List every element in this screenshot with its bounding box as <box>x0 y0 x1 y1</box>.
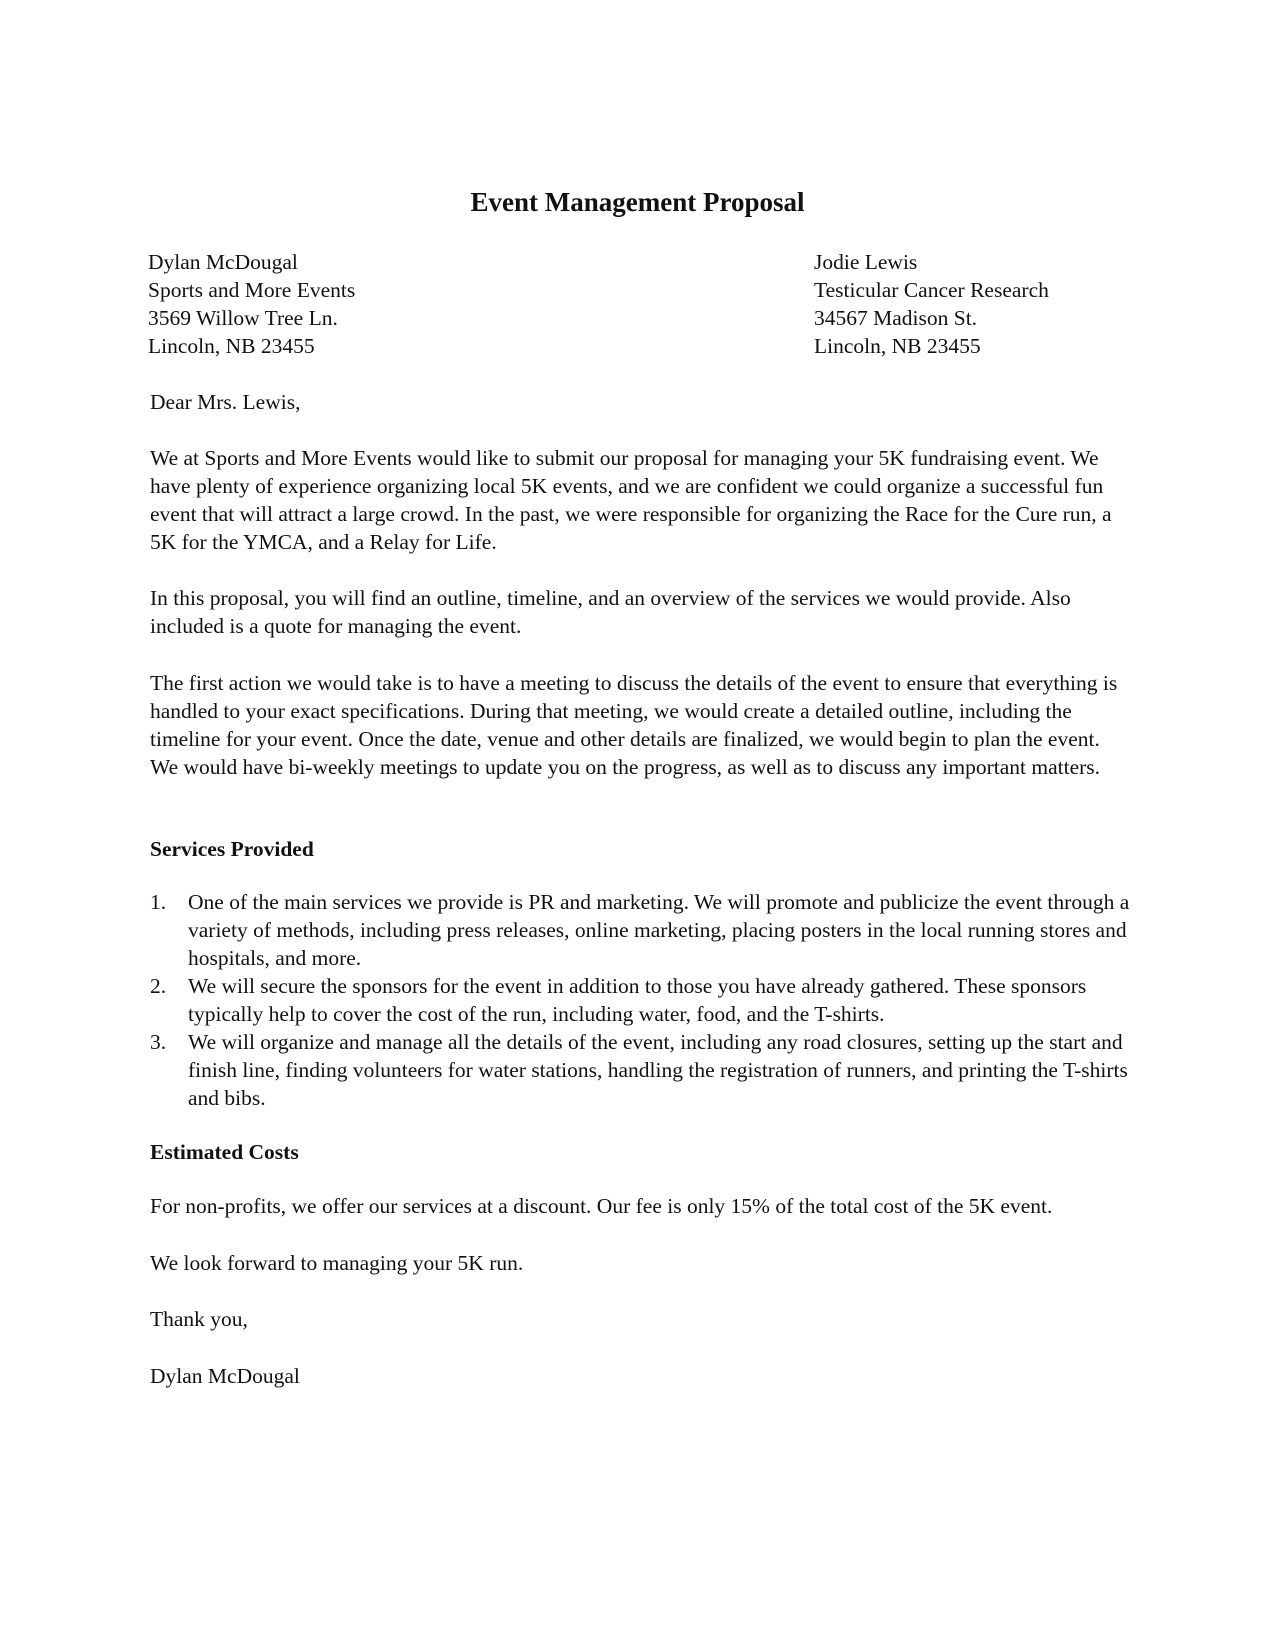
sender-name: Dylan McDougal <box>148 250 298 274</box>
intro-paragraph: We at Sports and More Events would like to submit our proposal for managing your 5K fundraising event. We have plenty of experience organizing local 5K events, and we are confident we could organize a successful fun event that will attract a large crowd. In the past, we were responsible for organizing the Race for the Cure run, a 5K for the YMCA, and a Relay for Life. <box>150 446 1112 554</box>
greeting: Dear Mrs. Lewis, <box>150 390 301 414</box>
services-heading: Services Provided <box>150 837 314 861</box>
recipient-street: 34567 Madison St. <box>814 306 978 330</box>
services-list <box>150 888 1130 1112</box>
signature: Dylan McDougal <box>150 1364 300 1388</box>
list-item-number: 2. <box>150 974 167 998</box>
document-title: Event Management Proposal <box>470 187 805 217</box>
recipient-address-block <box>814 248 1049 360</box>
sender-street: 3569 Willow Tree Ln. <box>148 306 338 330</box>
recipient-company: Testicular Cancer Research <box>814 278 1049 302</box>
costs-paragraph: For non-profits, we offer our services at a discount. Our fee is only 15% of the total cost of the 5K event. <box>150 1194 1053 1218</box>
list-item-text: We will organize and manage all the details of the event, including any road closures, setting up the start and finish line, finding volunteers for water stations, handling the registration of runners, and printing the T-shirts and bibs. <box>188 1030 1128 1110</box>
overview-paragraph: In this proposal, you will find an outline, timeline, and an overview of the services we would provide. Also included is a quote for managing the event. <box>150 586 1071 638</box>
list-item-number: 3. <box>150 1030 167 1054</box>
list-item-text: We will secure the sponsors for the event in addition to those you have already gathered. These sponsors typically help to cover the cost of the run, including water, food, and the T-shirts. <box>188 974 1087 1026</box>
recipient-city-state-zip: Lincoln, NB 23455 <box>814 334 981 358</box>
closing: Thank you, <box>150 1307 248 1331</box>
sender-company: Sports and More Events <box>148 278 356 302</box>
list-item-number: 1. <box>150 890 167 914</box>
list-item <box>150 1028 1130 1112</box>
list-item <box>150 972 1130 1028</box>
sender-city-state-zip: Lincoln, NB 23455 <box>148 334 315 358</box>
first-action-paragraph: The first action we would take is to have a meeting to discuss the details of the event to ensure that everything is handled to your exact specifications. During that meeting, we would create a detailed outline, including the timeline for your event. Once the date, venue and other details are finalized, we would begin to plan the event. We would have bi-weekly meetings to update you on the progress, as well as to discuss any important matters. <box>150 671 1118 779</box>
costs-heading: Estimated Costs <box>150 1140 299 1164</box>
closing-line: We look forward to managing your 5K run. <box>150 1251 524 1275</box>
sender-address-block <box>148 248 355 360</box>
recipient-name: Jodie Lewis <box>814 250 918 274</box>
list-item <box>150 888 1130 972</box>
list-item-text: One of the main services we provide is PR and marketing. We will promote and publicize the event through a variety of methods, including press releases, online marketing, placing posters in the local running stores and hospitals, and more. <box>188 890 1130 970</box>
